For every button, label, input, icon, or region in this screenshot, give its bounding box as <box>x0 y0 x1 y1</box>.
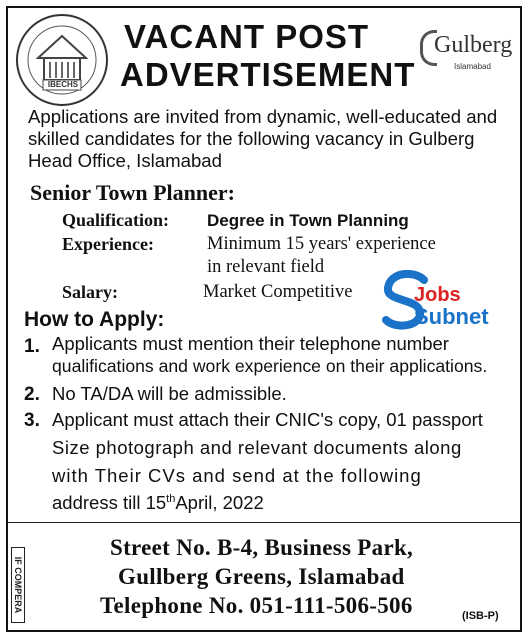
step-3-line4 <box>52 492 264 514</box>
ibechs-logo-text: IBECHS <box>47 80 79 89</box>
position-title: Senior Town Planner: <box>30 180 235 205</box>
step-1-line1: Applicants must mention their telephone number <box>52 333 449 354</box>
step-1-number: 1. <box>24 336 40 357</box>
jobs-subnet-watermark <box>378 270 498 332</box>
intro-paragraph: Applications are invited from dynamic, well-educated and skilled candidates for the following vacancy in Gulberg Head Office, Islamabad <box>28 106 498 171</box>
step-3-line4-sup: th <box>166 492 176 505</box>
step-3-line4-post: April, 2022 <box>175 492 264 513</box>
footer-address-line1: Street No. B-4, Business Park, <box>110 535 414 560</box>
experience-line1: Minimum 15 years' experience <box>207 234 436 254</box>
step-3-line2: Size photograph and relevant documents along <box>52 437 462 458</box>
footer-code: (ISB-P) <box>462 610 499 622</box>
footer-address-line2: Gullberg Greens, Islamabad <box>118 564 405 589</box>
experience-label: Experience: <box>62 234 154 254</box>
headline-line1: VACANT POST <box>124 18 370 55</box>
side-vertical-text: IF COMPERA <box>11 547 25 623</box>
how-to-apply-heading: How to Apply: <box>24 308 165 331</box>
step-3-line3: with Their CVs and send at the following <box>52 465 422 486</box>
watermark-line1: Jobs <box>414 284 461 306</box>
gulberg-logo <box>420 28 520 78</box>
step-3-number: 3. <box>24 410 40 431</box>
step-2-line1: No TA/DA will be admissible. <box>52 383 287 404</box>
qualification-label: Qualification: <box>62 210 169 230</box>
step-2-number: 2. <box>24 384 40 405</box>
ibechs-logo <box>14 12 110 108</box>
footer-telephone: Telephone No. 051-111-506-506 <box>100 593 413 618</box>
footer-divider <box>8 522 520 523</box>
step-3-line1: Applicant must attach their CNIC's copy, 01 passport <box>52 409 483 430</box>
step-1-line2: qualifications and work experience on their applications. <box>52 356 488 376</box>
watermark-line2: Subnet <box>414 304 489 329</box>
gulberg-logo-name: Gulberg <box>434 32 513 58</box>
qualification-value: Degree in Town Planning <box>207 211 409 230</box>
headline-line2: ADVERTISEMENT <box>120 56 416 93</box>
salary-label: Salary: <box>62 282 118 302</box>
salary-value: Market Competitive <box>203 282 353 302</box>
gulberg-logo-sub: Islamabad <box>454 62 491 71</box>
experience-line2: in relevant field <box>207 257 325 277</box>
step-3-line4-pre: address till 15 <box>52 492 167 513</box>
